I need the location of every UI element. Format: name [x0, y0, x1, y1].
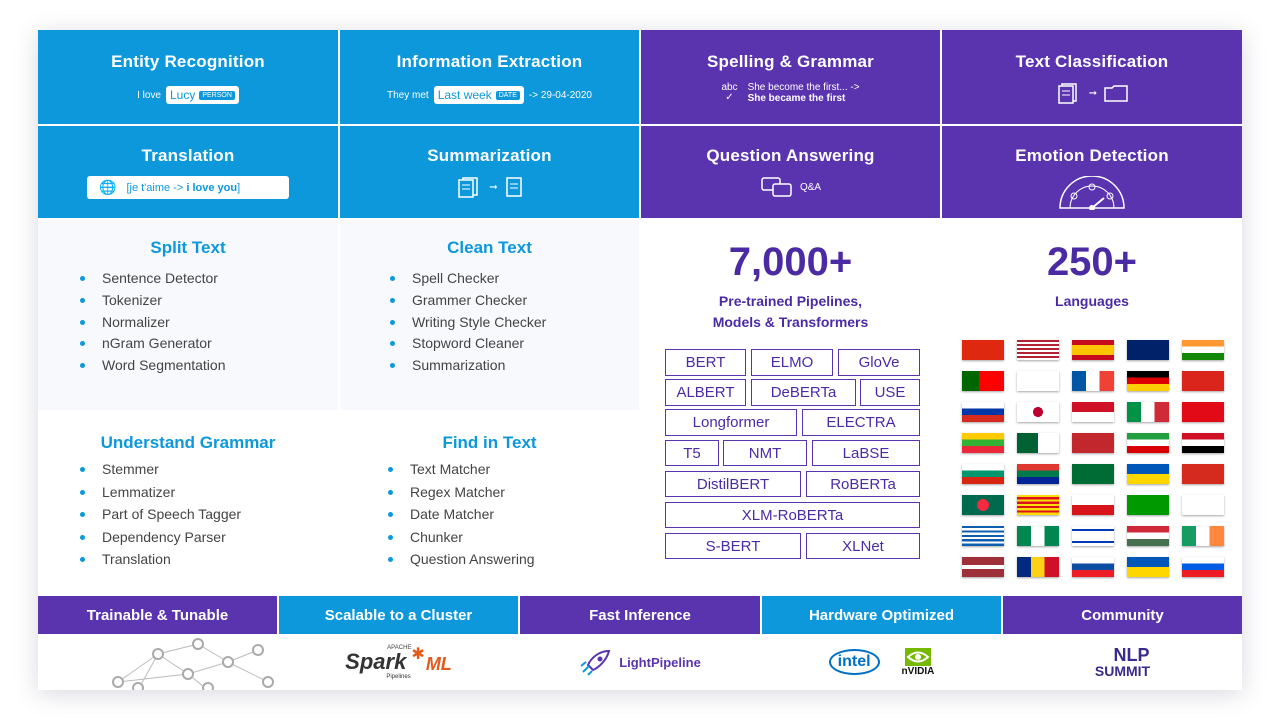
model-badge: USE: [860, 379, 920, 406]
flag-ireland-icon: [1182, 526, 1224, 546]
list-item: Part of Speech Tagger: [80, 506, 338, 529]
flag-catalonia-icon: [1017, 495, 1059, 515]
ml-text: ML: [425, 653, 452, 674]
list-item: Word Segmentation: [80, 357, 338, 379]
bar-scalable: Scalable to a Cluster: [279, 596, 518, 634]
flag-myanmar-icon: [962, 433, 1004, 453]
spark-apache-text: APACHE: [387, 644, 412, 651]
translation-target: i love you: [186, 181, 238, 194]
summit-text: SUMMIT: [1094, 663, 1151, 679]
list-item: Regex Matcher: [388, 484, 639, 507]
example-text: I love: [137, 89, 161, 101]
flag-slovakia-icon: [1072, 557, 1114, 577]
tile-entity-recognition: [38, 30, 338, 124]
spark-text: Spark: [345, 648, 407, 674]
model-badge: BERT: [665, 349, 746, 376]
flag-hungary-icon: [1127, 526, 1169, 546]
model-badge: ELECTRA: [802, 409, 920, 436]
folder-icon: [1103, 83, 1129, 103]
chip-text: Last week: [437, 88, 492, 102]
panel-find-in-text: [340, 413, 639, 590]
flag-romania-icon: [1017, 557, 1059, 577]
list-item: Date Matcher: [388, 506, 639, 529]
flag-ukraine-icon: [1127, 464, 1169, 484]
intel-logo: intel: [829, 649, 880, 675]
models-label-line2: Models & Transformers: [712, 314, 869, 330]
documents-icon: [1055, 82, 1083, 104]
tile-translation: [38, 126, 338, 218]
panel-title: Find in Text: [442, 433, 537, 452]
panel-title: Clean Text: [447, 238, 532, 257]
flag-greece-icon: [962, 526, 1004, 546]
list-item: Chunker: [388, 529, 639, 552]
entity-chip: [434, 86, 524, 104]
panel-list: [340, 270, 639, 379]
flag-india-icon: [1182, 340, 1224, 360]
nvidia-logo: [902, 648, 935, 677]
flag-latvia-icon: [962, 557, 1004, 577]
model-badge: DeBERTa: [751, 379, 856, 406]
flag-saudi-icon: [1072, 464, 1114, 484]
tile-question-answering: [641, 126, 940, 218]
nvidia-eye-icon: [905, 648, 931, 666]
qa-row: [641, 176, 940, 198]
flag-spain-icon: [1072, 340, 1114, 360]
model-badge: Longformer: [665, 409, 797, 436]
tile-title: Information Extraction: [396, 52, 583, 71]
translation-source: [je t'aime ->: [126, 181, 184, 194]
classification-icons: [942, 82, 1242, 104]
panel-understand-grammar: [38, 413, 338, 590]
spelling-output: She became the first: [747, 93, 846, 104]
entity-chip: [166, 86, 239, 104]
tile-information-extraction: [340, 30, 639, 124]
entity-tag: PERSON: [199, 91, 235, 100]
lightpipeline-logo: [520, 634, 760, 690]
flag-south-africa-icon: [1017, 464, 1059, 484]
bar-hardware: Hardware Optimized: [762, 596, 1001, 634]
panel-split-text: [38, 220, 338, 410]
pipelines-text: Pipelines: [386, 673, 411, 680]
flag-israel-icon: [1072, 526, 1114, 546]
flag-finland-icon: [1182, 495, 1224, 515]
lightpipeline-text: LightPipeline: [619, 654, 701, 670]
tile-title: Text Classification: [1015, 52, 1169, 71]
nvidia-text: nVIDIA: [901, 665, 935, 677]
list-item: Translation: [80, 551, 338, 574]
entity-tag: DATE: [496, 91, 520, 100]
tile-title: Translation: [141, 146, 235, 165]
flag-japan-icon: [1017, 402, 1059, 422]
documents-icon: [455, 176, 483, 198]
tile-title: Question Answering: [706, 146, 875, 165]
flag-iran-icon: [1127, 433, 1169, 453]
translation-example: 🌐 [je t'aime -> i love you]: [87, 176, 289, 199]
example-result: -> 29-04-2020: [528, 89, 592, 101]
tile-summarization: [340, 126, 639, 218]
nlp-text: NLP: [1113, 645, 1150, 665]
flag-vietnam-icon: [1182, 371, 1224, 391]
panel-title: Understand Grammar: [100, 433, 276, 452]
flag-germany-icon: [1127, 371, 1169, 391]
model-badge: ELMO: [751, 349, 833, 376]
flag-nigeria-icon: [1017, 526, 1059, 546]
qa-label: Q&A: [799, 181, 822, 193]
panel-title: Split Text: [150, 238, 226, 257]
list-item: nGram Generator: [80, 335, 338, 357]
model-badge: ALBERT: [665, 379, 746, 406]
globe-icon: 🌐: [99, 179, 117, 195]
list-item: Stopword Cleaner: [390, 335, 639, 357]
spelling-input: She become the first... ->: [747, 82, 860, 93]
model-badge: GloVe: [838, 349, 920, 376]
model-badge: RoBERTa: [806, 471, 920, 497]
models-count: 7,000+: [728, 240, 853, 284]
tile-spelling-grammar: [641, 30, 940, 124]
tile-title: Entity Recognition: [111, 52, 265, 71]
bar-trainable: Trainable & Tunable: [38, 596, 277, 634]
panel-clean-text: [340, 220, 639, 410]
document-icon: [504, 176, 524, 198]
flag-bulgaria-icon: [962, 464, 1004, 484]
list-item: Writing Style Checker: [390, 314, 639, 336]
flag-uk-icon: [1127, 340, 1169, 360]
spark-ml-logo: [279, 634, 518, 690]
example-text: They met: [387, 89, 429, 101]
panel-list: [38, 270, 338, 379]
flag-grid: [962, 340, 1224, 577]
flag-czech-icon: [1072, 495, 1114, 515]
languages-count: 250+: [1046, 240, 1138, 284]
spellcheck-icon: abc ✓: [721, 82, 738, 103]
tile-text-classification: [942, 30, 1242, 124]
tile-title: Emotion Detection: [1015, 146, 1169, 165]
models-label-line1: Pre-trained Pipelines,: [718, 293, 863, 309]
list-item: Sentence Detector: [80, 270, 338, 292]
flag-portugal-icon: [962, 371, 1004, 391]
nlp-summit-logo: [1003, 634, 1242, 690]
bar-fast-inference: Fast Inference: [520, 596, 760, 634]
list-item: Normalizer: [80, 314, 338, 336]
flag-algeria-icon: [1017, 433, 1059, 453]
model-badge: XLNet: [806, 533, 920, 559]
model-badge: DistilBERT: [665, 471, 801, 497]
model-badge: S-BERT: [665, 533, 801, 559]
spark-star-icon: ✱: [411, 645, 425, 663]
emotion-gauge-icon: [1056, 176, 1128, 210]
flag-korea-icon: [1017, 371, 1059, 391]
arrow-icon: ➞: [489, 181, 498, 193]
bar-community: Community: [1003, 596, 1242, 634]
hardware-logos: [762, 634, 1001, 690]
arrow-icon: ➞: [1088, 87, 1098, 99]
list-item: Question Answering: [388, 551, 639, 574]
model-badge: LaBSE: [812, 440, 920, 466]
panel-list: [340, 461, 639, 574]
model-badge: XLM-RoBERTa: [665, 502, 920, 528]
network-icon: [38, 634, 277, 690]
tile-emotion-detection: [942, 126, 1242, 218]
flag-china-icon: [962, 340, 1004, 360]
panel-list: [38, 461, 338, 574]
summarization-icons: [340, 176, 639, 198]
chip-text: Lucy: [169, 88, 196, 102]
list-item: Lemmatizer: [80, 484, 338, 507]
flag-turkey-icon: [1182, 402, 1224, 422]
flag-ukraine-alt-icon: [1127, 557, 1169, 577]
flag-russia-icon: [962, 402, 1004, 422]
flag-morocco-icon: [1072, 433, 1114, 453]
list-item: Dependency Parser: [80, 529, 338, 552]
list-item: Tokenizer: [80, 292, 338, 314]
rocket-icon: [579, 648, 613, 676]
flag-esperanto-icon: [1127, 495, 1169, 515]
list-item: Stemmer: [80, 461, 338, 484]
list-item: Text Matcher: [388, 461, 639, 484]
languages-label: Languages: [1055, 293, 1129, 309]
flag-basque-icon: [1182, 464, 1224, 484]
flag-egypt-icon: [1182, 433, 1224, 453]
tile-title: Summarization: [427, 146, 552, 165]
tile-title: Spelling & Grammar: [706, 52, 875, 71]
model-badge: NMT: [723, 440, 807, 466]
chat-icon: [760, 176, 794, 198]
list-item: Summarization: [390, 357, 639, 379]
flag-usa-icon: [1017, 340, 1059, 360]
flag-indonesia-icon: [1072, 402, 1114, 422]
flag-bangladesh-icon: [962, 495, 1004, 515]
flag-slovenia-icon: [1182, 557, 1224, 577]
flag-italy-icon: [1127, 402, 1169, 422]
list-item: Spell Checker: [390, 270, 639, 292]
list-item: Grammer Checker: [390, 292, 639, 314]
network-graphic: [38, 634, 277, 690]
model-badge: T5: [665, 440, 719, 466]
flag-france-icon: [1072, 371, 1114, 391]
